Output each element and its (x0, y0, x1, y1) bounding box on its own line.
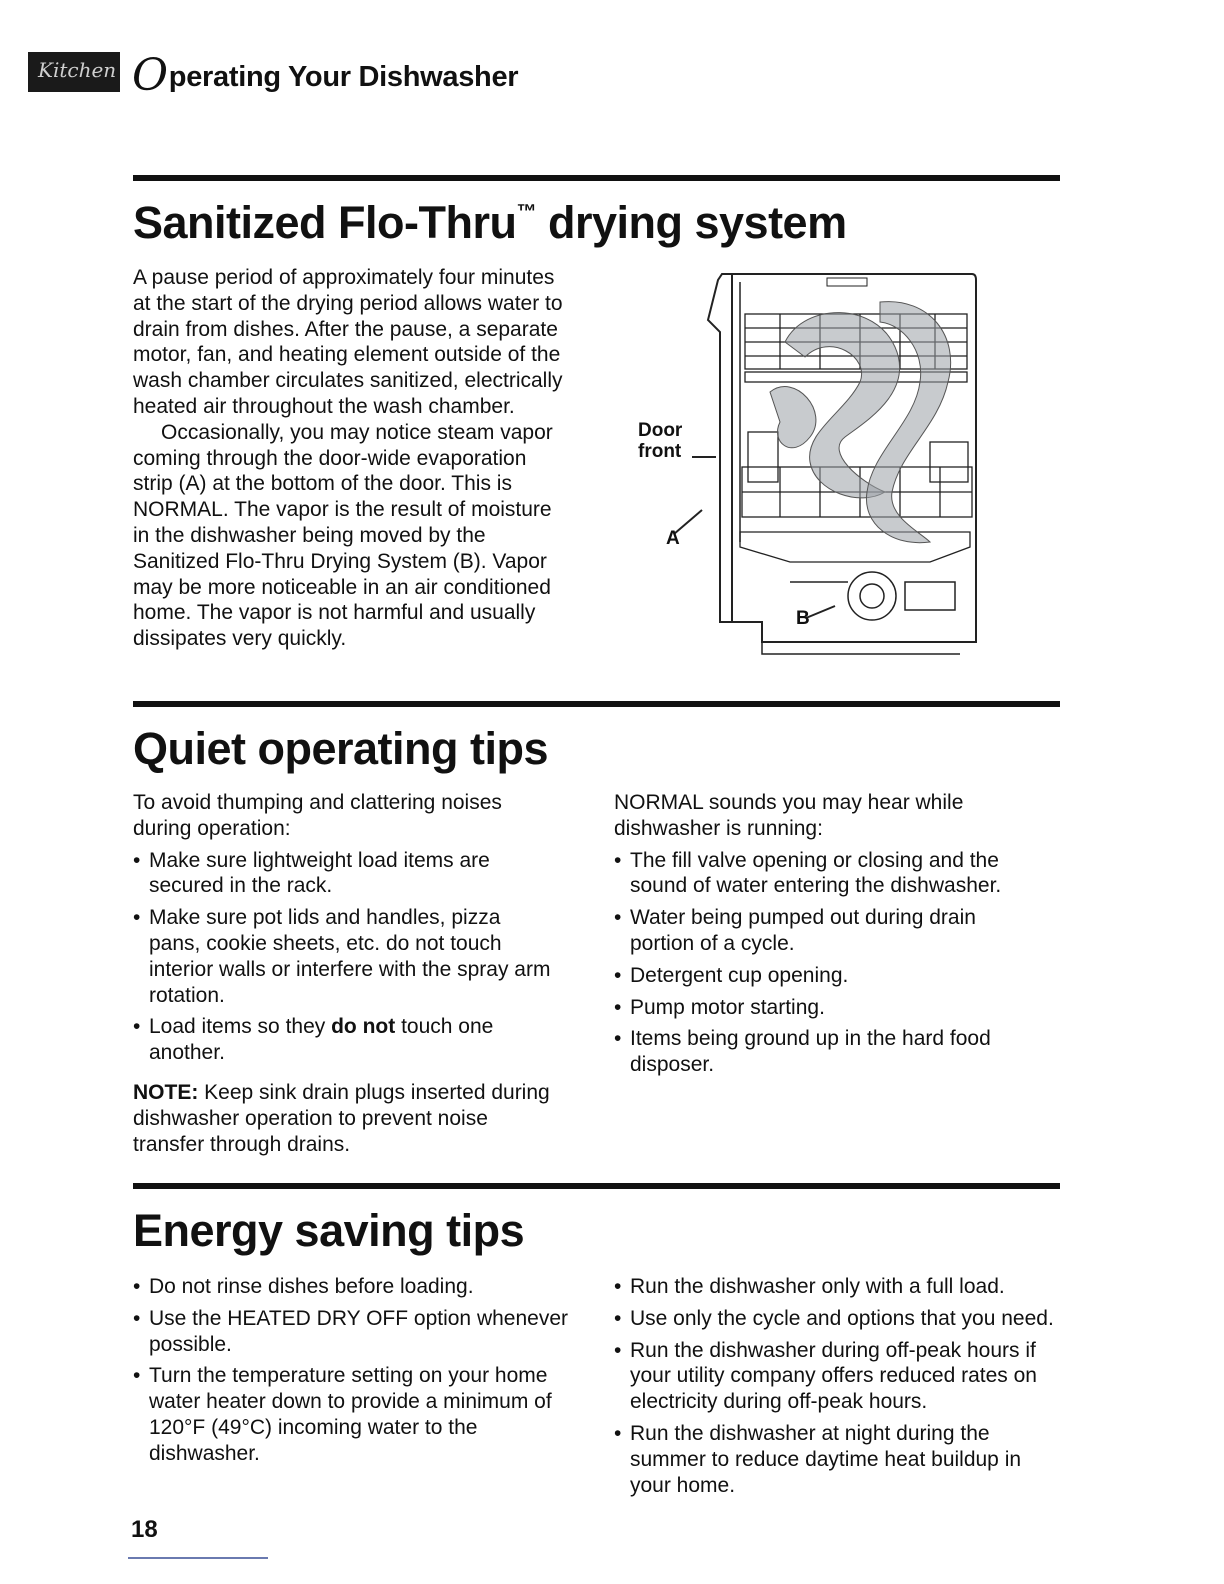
callout-a-label: A (666, 528, 680, 549)
list-item: • Run the dishwasher during off-peak hours if your utility company offers reduced rates on electricity during off-peak hours. (614, 1338, 1054, 1415)
energy-tips-list-left (133, 1274, 581, 1467)
bullet-text-bold: do not (331, 1015, 396, 1039)
energy-tips-right-column (614, 1274, 1054, 1504)
note-paragraph (133, 1080, 553, 1157)
list-item: • Turn the temperature setting on your home water heater down to provide a minimum of 120°F (49°C) incoming water to the dishwasher. (133, 1363, 581, 1466)
energy-tips-left-column (133, 1274, 581, 1473)
list-item: • Make sure lightweight load items are secured in the rack. (133, 848, 553, 900)
drying-title-main: Sanitized Flo-Thru (133, 197, 517, 248)
section-title-drying (133, 197, 847, 248)
section-divider (133, 175, 1060, 181)
drying-paragraph-1: A pause period of approximately four minutes at the start of the drying period allows water to drain from dishes. After the pause, a separate motor, fan, and heating element outside of the wash chamber circulates sanitized, electrically heated air throughout the wash chamber. (133, 266, 563, 418)
drying-description (133, 265, 569, 652)
header-title-text: perating Your Dishwasher (168, 61, 519, 93)
list-item: • Run the dishwasher only with a full load. (614, 1274, 1054, 1300)
normal-sounds-list (614, 848, 1044, 1078)
list-item: • The fill valve opening or closing and the sound of water entering the dishwasher. (614, 848, 1044, 900)
quiet-tips-right-column (614, 790, 1044, 1084)
door-front-label (638, 420, 682, 462)
list-item: • Use the HEATED DRY OFF option whenever possible. (133, 1306, 581, 1358)
page-header-title (132, 50, 518, 101)
section-title-energy: Energy saving tips (133, 1205, 525, 1256)
section-divider (133, 701, 1060, 707)
list-item: • Detergent cup opening. (614, 963, 1044, 989)
list-item: • Do not rinse dishes before loading. (133, 1274, 581, 1300)
list-item: • Run the dishwasher at night during the summer to reduce daytime heat buildup in your home. (614, 1421, 1054, 1498)
list-item (133, 1014, 553, 1066)
drying-title-end: drying system (535, 197, 847, 248)
brand-logo-text: Kitchen (38, 58, 117, 82)
quiet-intro: To avoid thumping and clattering noises during operation: (133, 791, 502, 840)
header-initial: O (132, 50, 168, 101)
brand-logo (28, 52, 120, 92)
list-item: • Pump motor starting. (614, 995, 1044, 1021)
bullet-text-pre: Load items so they (149, 1015, 332, 1039)
note-label: NOTE: (133, 1080, 199, 1104)
quiet-tips-list (133, 848, 553, 1066)
list-item: • Items being ground up in the hard food disposer. (614, 1026, 1044, 1078)
page-number: 18 (131, 1516, 158, 1543)
drying-paragraph-2: Occasionally, you may notice steam vapor coming through the door-wide evaporation strip (A) at the bottom of the door. This is NORMAL. The vapor is the result of moisture in the dishwasher being moved by the Sanitized Flo-Thru Drying System (B). Vapor may be more noticeable in an air conditioned home. The vapor is not harmful and usually dissipates very quickly. (133, 420, 553, 651)
normal-sounds-intro: NORMAL sounds you may hear while dishwasher is running: (614, 791, 964, 840)
dishwasher-cutaway-illustration (630, 262, 990, 662)
section-title-quiet: Quiet operating tips (133, 723, 549, 774)
trademark-symbol: ™ (516, 201, 536, 223)
list-item: • Water being pumped out during drain portion of a cycle. (614, 905, 1044, 957)
dishwasher-airflow-diagram (630, 262, 990, 662)
energy-tips-list-right (614, 1274, 1054, 1498)
quiet-tips-left-column (133, 790, 553, 1157)
list-item: • Make sure pot lids and handles, pizza pans, cookie sheets, etc. do not touch interior walls or interfere with the spray arm rotation. (133, 905, 553, 1008)
callout-b-label: B (796, 608, 810, 629)
door-label-line2: front (638, 441, 682, 462)
door-label-line1: Door (638, 420, 683, 441)
list-item: • Use only the cycle and options that you need. (614, 1306, 1054, 1332)
bullet-text-post: touch one another. (149, 1015, 494, 1065)
section-divider (133, 1183, 1060, 1189)
note-text: Keep sink drain plugs inserted during dishwasher operation to prevent noise transfer through drains. (133, 1080, 550, 1156)
footer-rule (128, 1557, 268, 1559)
